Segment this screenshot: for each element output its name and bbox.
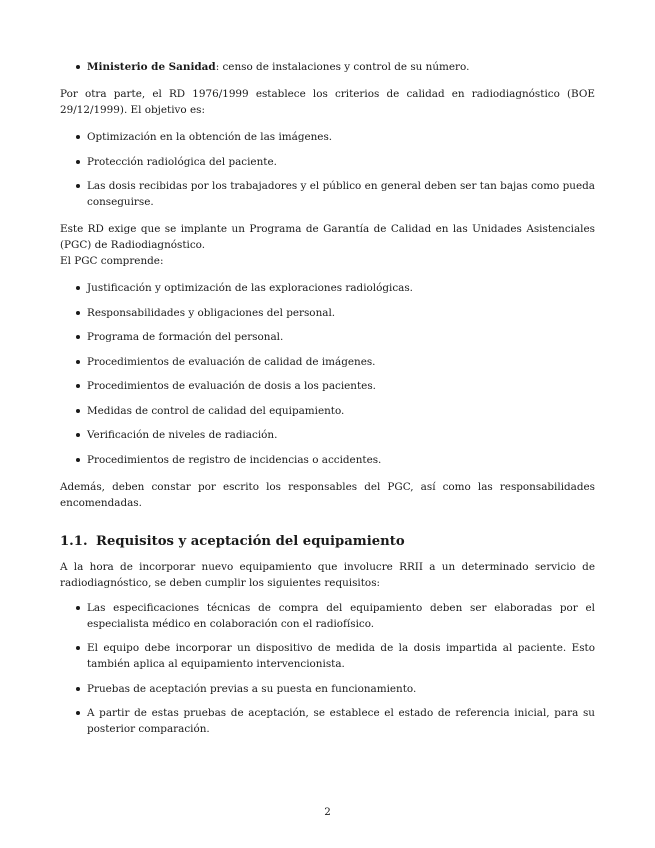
list-item-text: : censo de instalaciones y control de su número. [215,61,470,73]
page-content [60,59,595,737]
list-item: Optimización en la obtención de las imágenes. [60,129,595,145]
list-item: Procedimientos de evaluación de calidad de imágenes. [60,354,595,370]
page-number: 2 [324,806,331,818]
list-item-bold-term: Ministerio de Sanidad [87,61,216,73]
top-bullet-list [60,59,595,75]
list-item: Programa de formación del personal. [60,329,595,345]
objectives-list [60,129,595,210]
list-item: Las dosis recibidas por los trabajadores y el público en general deben ser tan bajas como pueda conseguirse. [60,178,595,210]
requirements-list [60,600,595,738]
section-heading [60,534,595,550]
list-item: Justificación y optimización de las exploraciones radiológicas. [60,280,595,296]
paragraph-ademas: Además, deben constar por escrito los responsables del PGC, así como las responsabilidades encomendadas. [60,480,595,509]
list-item: Medidas de control de calidad del equipamiento. [60,403,595,419]
list-item: Protección radiológica del paciente. [60,154,595,170]
section-title: Requisitos y aceptación del equipamiento [96,533,405,549]
list-item: Procedimientos de registro de incidencias o accidentes. [60,452,595,468]
list-item [60,59,595,75]
list-item: Procedimientos de evaluación de dosis a los pacientes. [60,378,595,394]
paragraph-section-intro: A la hora de incorporar nuevo equipamiento que involucre RRII a un determinado servicio de radiodiagnóstico, se deben cumplir los siguientes requisitos: [60,560,595,589]
paragraph-pgc-intro: Este RD exige que se implante un Programa de Garantía de Calidad en las Unidades Asistenciales (PGC) de Radiodiagnóstico. [60,223,595,251]
list-item: Verificación de niveles de radiación. [60,427,595,443]
section-number: 1.1. [60,533,88,549]
list-item: Responsabilidades y obligaciones del personal. [60,305,595,321]
paragraph-pgc-comprende: El PGC comprende: [60,255,164,267]
list-item: Las especificaciones técnicas de compra del equipamiento deben ser elaboradas por el especialista médico en colaboración con el radiofísico. [60,600,595,632]
list-item: Pruebas de aceptación previas a su puesta en funcionamiento. [60,681,595,697]
list-item: A partir de estas pruebas de aceptación, se establece el estado de referencia inicial, para su posterior comparación. [60,705,595,737]
list-item: El equipo debe incorporar un dispositivo de medida de la dosis impartida al paciente. Esto también aplica al equipamiento intervencionista. [60,640,595,672]
paragraph-rd: Por otra parte, el RD 1976/1999 establece los criterios de calidad en radiodiagnóstico (BOE 29/12/1999). El objetivo es: [60,88,595,116]
pgc-items-list [60,280,595,468]
